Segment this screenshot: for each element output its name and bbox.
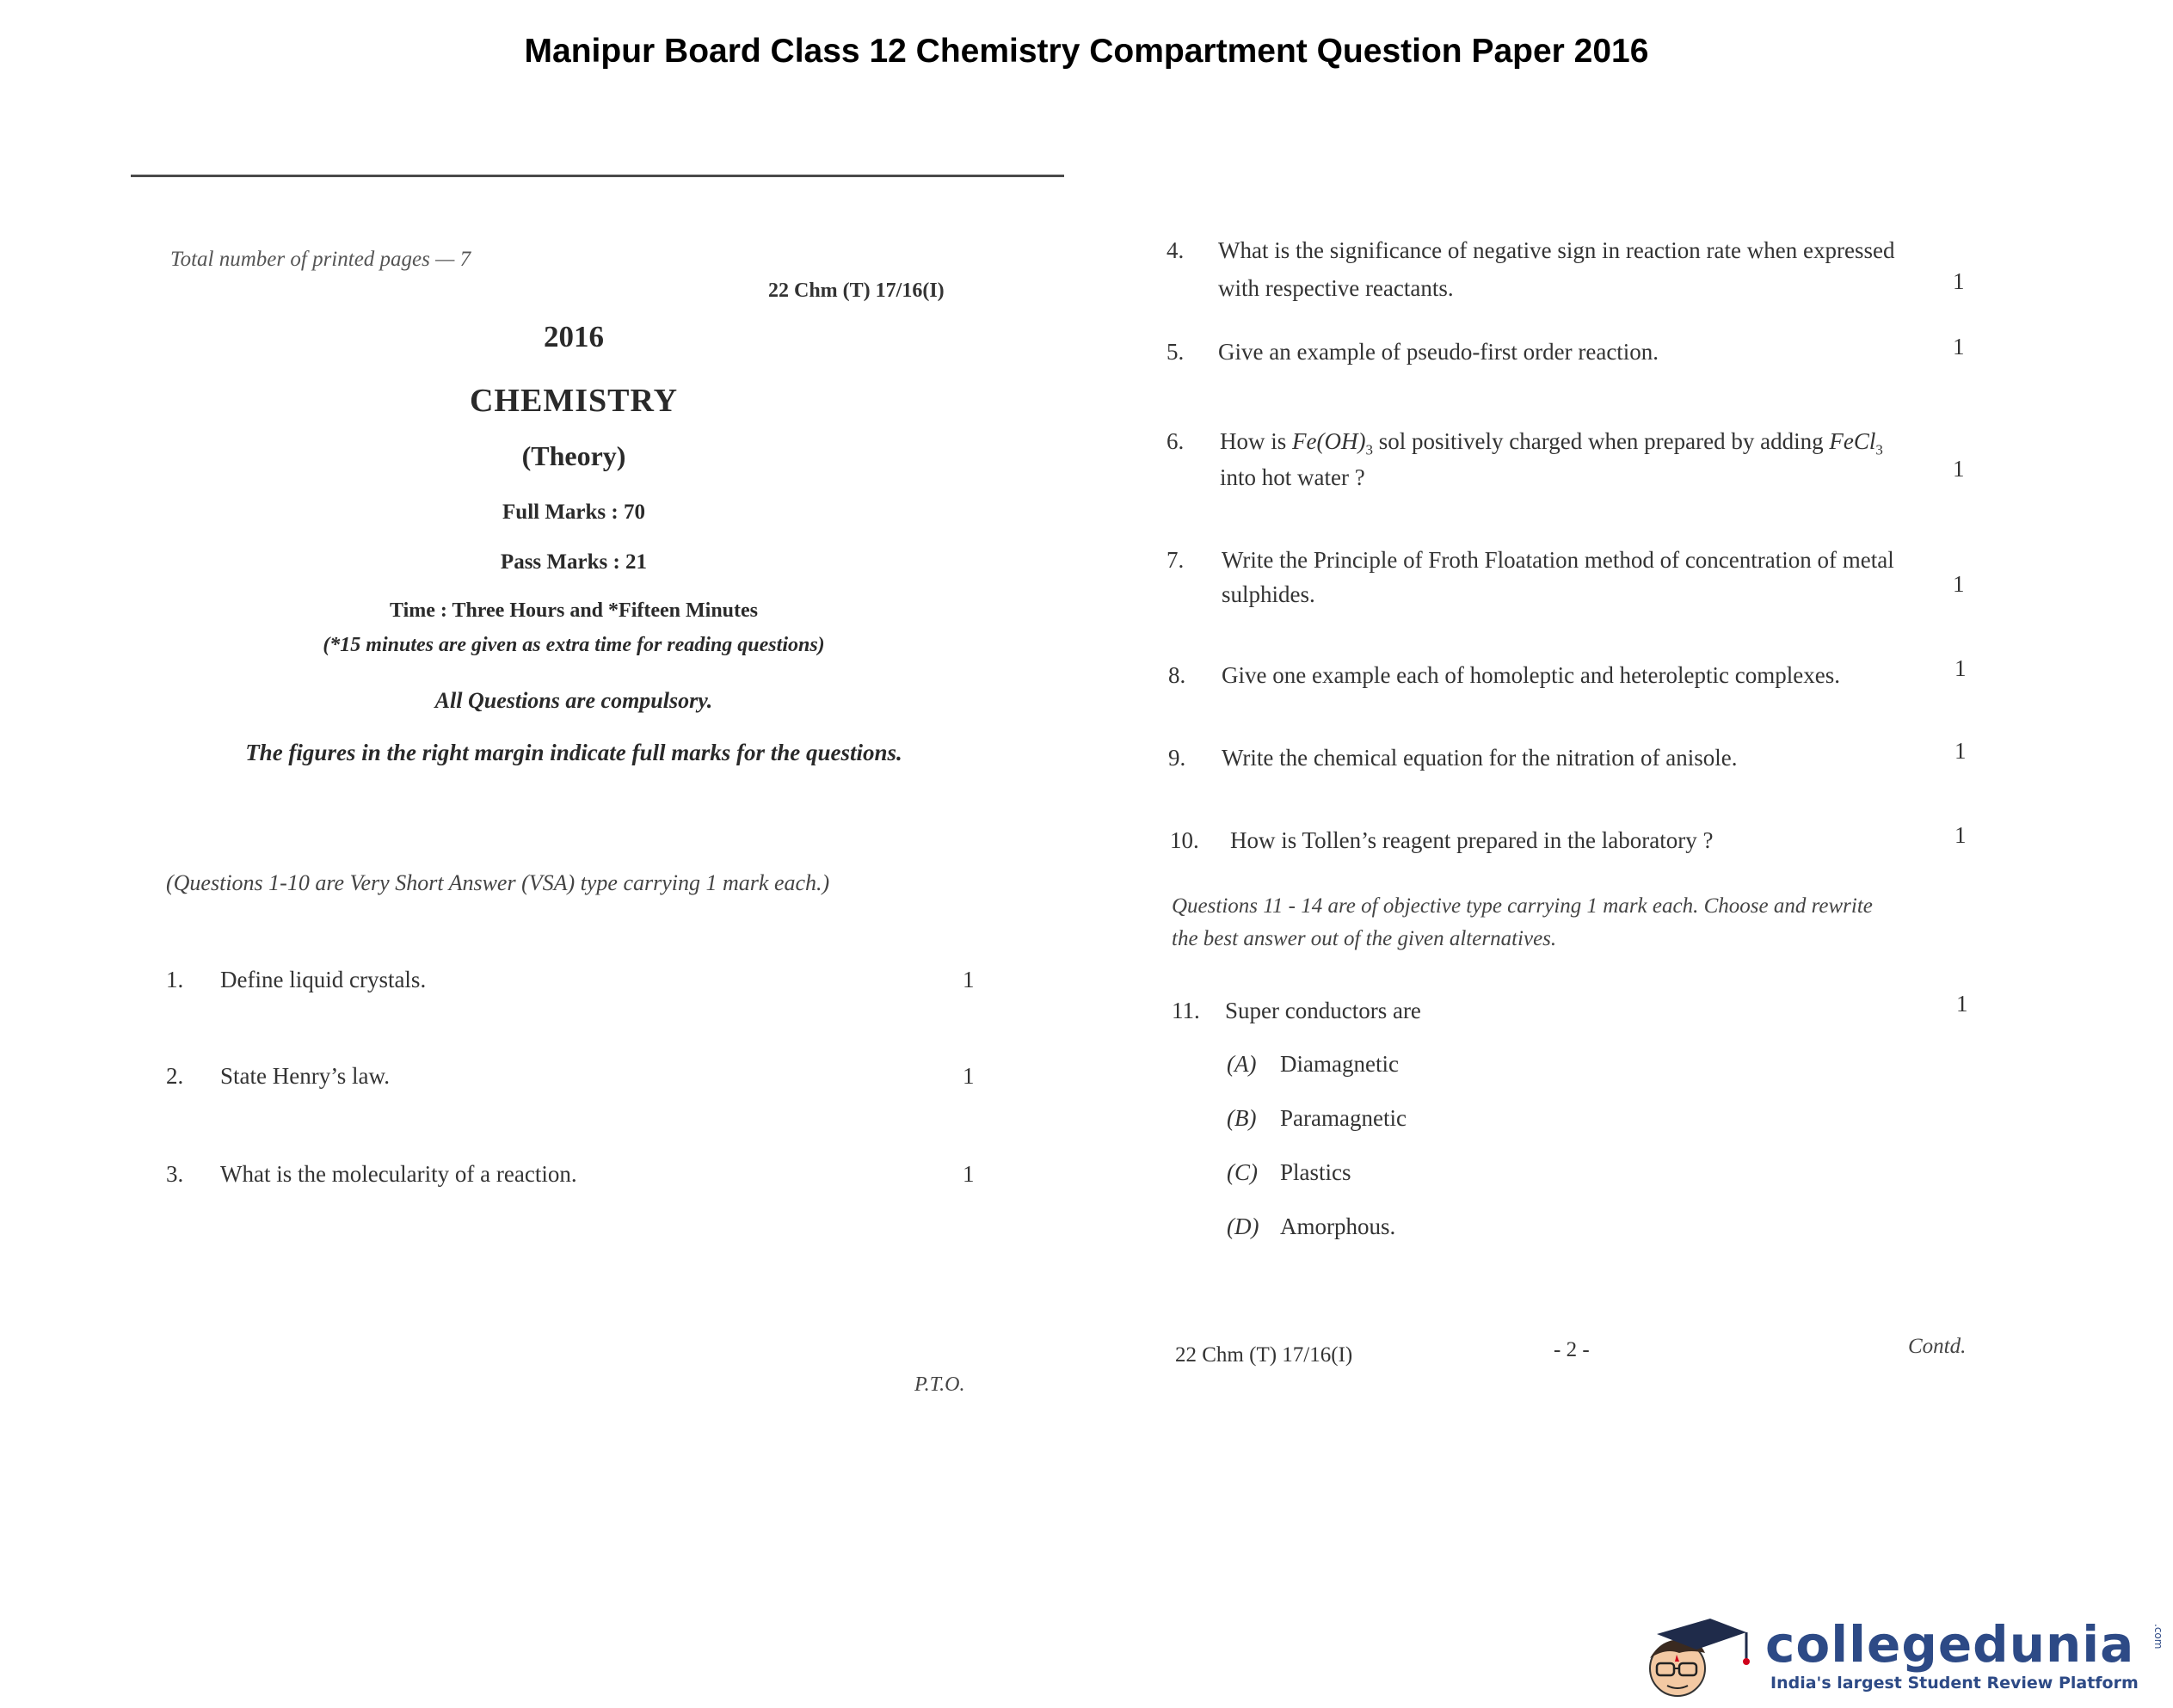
question-mark: 1 bbox=[1954, 822, 1967, 848]
option-text: Amorphous. bbox=[1280, 1213, 1396, 1239]
question-text: Give one example each of homoleptic and heteroleptic complexes. bbox=[1222, 662, 1840, 688]
objective-note-line2: the best answer out of the given alternatives. bbox=[1172, 927, 1557, 950]
question-mark: 1 bbox=[963, 1161, 975, 1187]
top-rule bbox=[131, 175, 1064, 177]
full-marks: Full Marks : 70 bbox=[502, 501, 645, 524]
subject-title: CHEMISTRY bbox=[469, 383, 679, 419]
mascot-icon bbox=[1617, 1615, 1764, 1701]
question-text: Give an example of pseudo-first order reaction. bbox=[1218, 339, 1659, 365]
contd-note: Contd. bbox=[1908, 1335, 1967, 1358]
logo-dotcom: .com bbox=[2152, 1624, 2164, 1650]
pass-marks: Pass Marks : 21 bbox=[500, 550, 648, 574]
logo-wordmark: collegedunia bbox=[1765, 1615, 2135, 1674]
option-text: Plastics bbox=[1280, 1159, 1351, 1185]
question-number: 3. bbox=[166, 1161, 184, 1187]
question-mark: 1 bbox=[1954, 738, 1967, 764]
option-letter: (C) bbox=[1227, 1159, 1258, 1185]
compulsory-note: All Questions are compulsory. bbox=[434, 688, 713, 713]
question-text: What is the significance of negative sign in reaction rate when expressed bbox=[1218, 237, 1895, 263]
question-text bbox=[1220, 428, 1883, 458]
question-text: Write the Principle of Froth Floatation method of concentration of metal bbox=[1222, 547, 1894, 573]
question-text: Super conductors are bbox=[1225, 998, 1421, 1023]
formula-subscript: 3 bbox=[1875, 441, 1883, 458]
question-number: 4. bbox=[1167, 237, 1185, 263]
question-text: Define liquid crystals. bbox=[220, 967, 427, 992]
question-number: 6. bbox=[1167, 428, 1185, 454]
question-mark: 1 bbox=[1953, 334, 1965, 359]
question-text: What is the molecularity of a reaction. bbox=[220, 1161, 577, 1187]
question-text: State Henry’s law. bbox=[220, 1063, 390, 1089]
question-number: 11. bbox=[1172, 998, 1200, 1023]
question-number: 1. bbox=[166, 967, 184, 992]
question-number: 7. bbox=[1167, 547, 1185, 573]
figures-note: The figures in the right margin indicate full marks for the questions. bbox=[245, 740, 902, 765]
question-mark: 1 bbox=[963, 967, 975, 992]
question-text-continued: sulphides. bbox=[1222, 581, 1315, 607]
question-mark: 1 bbox=[1956, 991, 1968, 1017]
paper-type: (Theory) bbox=[521, 440, 626, 471]
question-mark: 1 bbox=[1953, 571, 1965, 597]
section-note: (Questions 1-10 are Very Short Answer (VSA) type carrying 1 mark each.) bbox=[166, 870, 830, 895]
time-note: (*15 minutes are given as extra time for reading questions) bbox=[323, 634, 825, 656]
option-letter: (A) bbox=[1227, 1051, 1257, 1077]
question-text: How is Tollen’s reagent prepared in the laboratory ? bbox=[1230, 827, 1714, 853]
option-b bbox=[1227, 1105, 1407, 1132]
printed-pages-note: Total number of printed pages — 7 bbox=[170, 248, 471, 271]
text-fragment: sol positively charged when prepared by adding bbox=[1378, 428, 1824, 454]
question-text-continued: into hot water ? bbox=[1220, 464, 1365, 490]
document-title: Manipur Board Class 12 Chemistry Compartment Question Paper 2016 bbox=[524, 33, 1649, 70]
objective-note-line1: Questions 11 - 14 are of objective type carrying 1 mark each. Choose and rewrite bbox=[1172, 894, 1873, 918]
exam-year: 2016 bbox=[544, 320, 604, 353]
page-number: - 2 - bbox=[1554, 1338, 1590, 1361]
formula-ferric-chloride: FeCl bbox=[1829, 428, 1876, 454]
question-mark: 1 bbox=[1954, 655, 1967, 681]
pto-note: P.T.O. bbox=[914, 1373, 965, 1396]
question-number: 8. bbox=[1168, 662, 1186, 688]
option-text: Paramagnetic bbox=[1280, 1105, 1407, 1131]
footer-paper-code: 22 Chm (T) 17/16(I) bbox=[1175, 1343, 1353, 1367]
option-a bbox=[1227, 1051, 1399, 1078]
option-d bbox=[1227, 1213, 1395, 1240]
formula-iron-hydroxide: Fe(OH) bbox=[1292, 428, 1366, 454]
logo-tagline: India's largest Student Review Platform bbox=[1770, 1674, 2139, 1693]
question-text: Write the chemical equation for the nitration of anisole. bbox=[1222, 745, 1738, 771]
question-number: 10. bbox=[1170, 827, 1199, 853]
option-text: Diamagnetic bbox=[1280, 1051, 1399, 1077]
question-mark: 1 bbox=[963, 1063, 975, 1089]
time-allowed: Time : Three Hours and *Fifteen Minutes bbox=[390, 599, 758, 622]
question-mark: 1 bbox=[1953, 268, 1965, 294]
question-number: 9. bbox=[1168, 745, 1186, 771]
question-text-continued: with respective reactants. bbox=[1218, 275, 1454, 301]
paper-code: 22 Chm (T) 17/16(I) bbox=[768, 280, 945, 302]
question-mark: 1 bbox=[1953, 456, 1965, 482]
formula-subscript: 3 bbox=[1365, 441, 1373, 458]
option-letter: (B) bbox=[1227, 1105, 1257, 1131]
question-number: 2. bbox=[166, 1063, 184, 1089]
collegedunia-logo[interactable] bbox=[1617, 1615, 2168, 1701]
text-fragment: How is bbox=[1220, 428, 1287, 454]
question-number: 5. bbox=[1167, 339, 1185, 365]
option-c bbox=[1227, 1159, 1351, 1186]
option-letter: (D) bbox=[1227, 1213, 1259, 1239]
